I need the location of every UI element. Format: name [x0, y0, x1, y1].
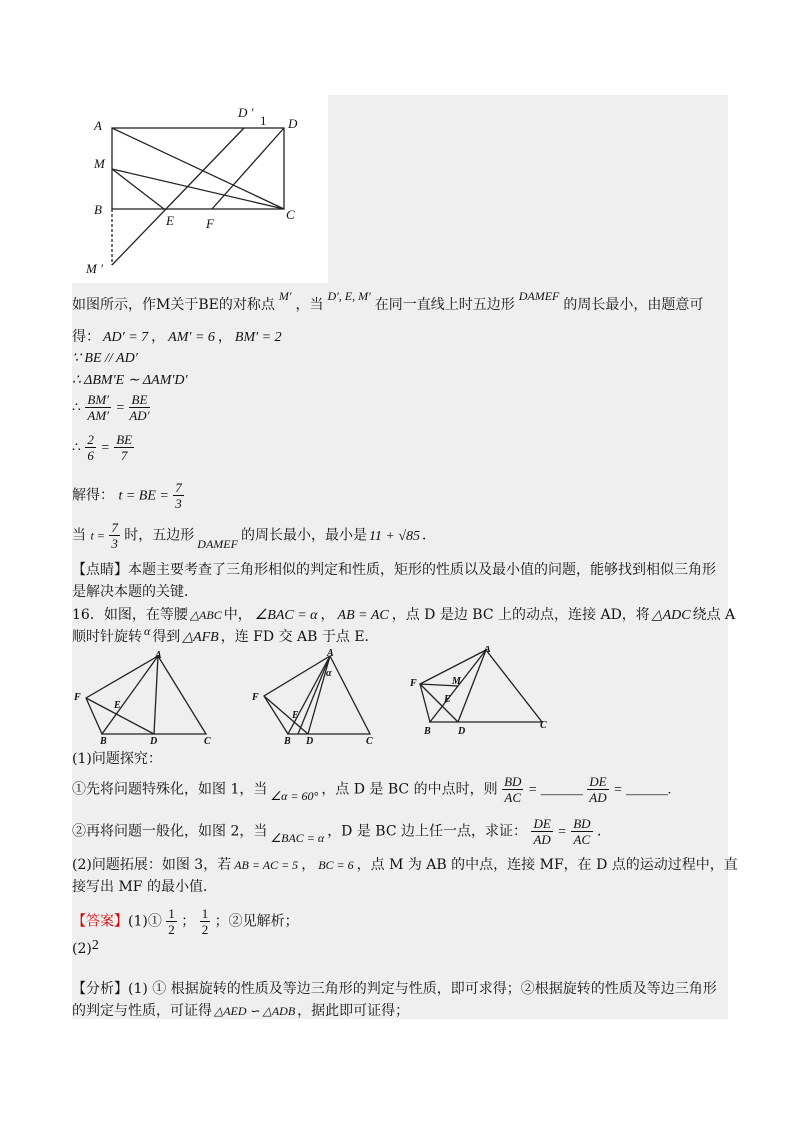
answer-tag: 【答案】 — [72, 913, 128, 930]
fig1-label-A: A — [155, 650, 162, 661]
fig3-label-B: B — [424, 726, 431, 737]
part-2-line-1: (2)问题拓展：如图 3，若 AB = AC = 5 ， BC = 6 ，点 M 为 AB 的中点，连接 MF，在 D 点的运动过程中，直 — [72, 857, 738, 873]
segment-AC — [112, 128, 284, 209]
solution-line-5: ∴ $\frac{BM'}{AM'}$ = $\frac{BE}{AD'}$ — [72, 392, 150, 423]
label-M-prime: M ′ — [86, 261, 103, 276]
analysis-line-2: 的判定与性质，可证得 △AED ∽ △ADB ，据此即可证得； — [72, 1003, 410, 1019]
fig2-label-E: E — [292, 710, 299, 721]
label-C: C — [286, 207, 295, 222]
fig2-label-B: B — [284, 736, 291, 746]
fig3-label-M: M — [452, 676, 461, 687]
solution-line-8: 当 t = $\frac{7}{3}$ 时，五边形 DAMEF 的周长最小，最小是 11 + √85 ． — [72, 520, 437, 551]
fig3-label-D: D — [458, 726, 466, 737]
solution-line-6: ∴ $\frac{2}{6}$ = $\frac{BE}{7}$ — [72, 432, 133, 463]
fig2-label-alpha: α — [326, 668, 332, 679]
analysis-line-1: 【分析】(1) ① 根据旋转的性质及等边三角形的判定与性质，即可求得；②根据旋转的性质及等边三角形 — [72, 981, 717, 997]
fig2-label-D: D — [306, 736, 314, 746]
triangle-figures — [72, 646, 572, 746]
question-16-line-1: 16．如图，在等腰 △ABC 中， ∠BAC = α ， AB = AC ，点 D 是边 BC 上的动点，连接 AD，将 △ADC 绕点 A — [72, 607, 736, 623]
fig3-label-C: C — [540, 720, 547, 731]
fig1-label-C: C — [204, 736, 211, 746]
solution-line-1: 如图所示，作M关于BE的对称点M′，当D′, E, M′在同一直线上时五边形DAMEF的周长最小，由题意可 — [72, 289, 704, 313]
label-E: E — [166, 213, 174, 228]
fig2-label-C: C — [366, 736, 373, 746]
answer-line-2: (2)2 — [72, 938, 99, 957]
dianjing-line-1: 【点睛】本题主要考查了三角形相似的判定和性质，矩形的性质以及最小值的问题，能够找到相似三角形 — [72, 562, 716, 578]
rectangle-figure — [72, 95, 328, 283]
fig1-label-F: F — [74, 692, 81, 703]
label-A: A — [94, 118, 102, 133]
solution-line-4: ∴ ΔBM′E ∼ ΔAM′D′ — [72, 373, 188, 388]
label-one: 1 — [260, 113, 267, 128]
label-D: D — [288, 116, 298, 131]
solution-line-3: ∵ BE // AD′ — [72, 351, 138, 366]
part-2-line-2: 接写出 MF 的最小值． — [72, 879, 217, 895]
part-1-item-1: ①先将问题特殊化，如图 1，当 ∠α = 60° ，点 D 是 BC 的中点时，则 $\frac{BD}{AC}$ = ______ $\frac{DE}{AD}$ = ______. — [72, 774, 672, 805]
label-F: F — [206, 216, 214, 231]
fig2-label-F: F — [252, 692, 259, 703]
label-B: B — [94, 202, 102, 217]
fig1-label-B: B — [100, 736, 107, 746]
label-D-prime: D ′ — [238, 105, 254, 120]
part-1-item-2: ②再将问题一般化，如图 2，当 ∠BAC = α ，D 是 BC 边上任一点，求证： $\frac{DE}{AD}$ = $\frac{BD}{AC}$ ． — [72, 816, 611, 847]
fig3-label-E: E — [444, 694, 451, 705]
fig3-label-F: F — [410, 678, 417, 689]
label-M: M — [94, 156, 105, 171]
fig1-label-E: E — [114, 700, 121, 711]
segment-M-prime-D-prime — [112, 128, 244, 265]
segment-FD — [212, 128, 284, 209]
fig2-label-A: A — [327, 648, 334, 659]
solution-line-2: 得： AD′ = 7 ， AM′ = 6 ， BM′ = 2 — [72, 329, 282, 345]
dianjing-line-2: 是解决本题的关键． — [72, 584, 198, 600]
fig3-label-A: A — [484, 646, 491, 655]
fig1-label-D: D — [150, 736, 158, 746]
answer-line-1: 【答案】(1)① $\frac{1}{2}$ ； $\frac{1}{2}$ ；②见解析； — [72, 906, 299, 937]
part-1-title: (1)问题探究： — [72, 751, 162, 767]
question-16-line-2: 顺时针旋转 α 得到 △AFB ，连 FD 交 AB 于点 E． — [72, 624, 379, 645]
solution-line-7: 解得： t = BE = $\frac{7}{3}$ — [72, 480, 182, 511]
